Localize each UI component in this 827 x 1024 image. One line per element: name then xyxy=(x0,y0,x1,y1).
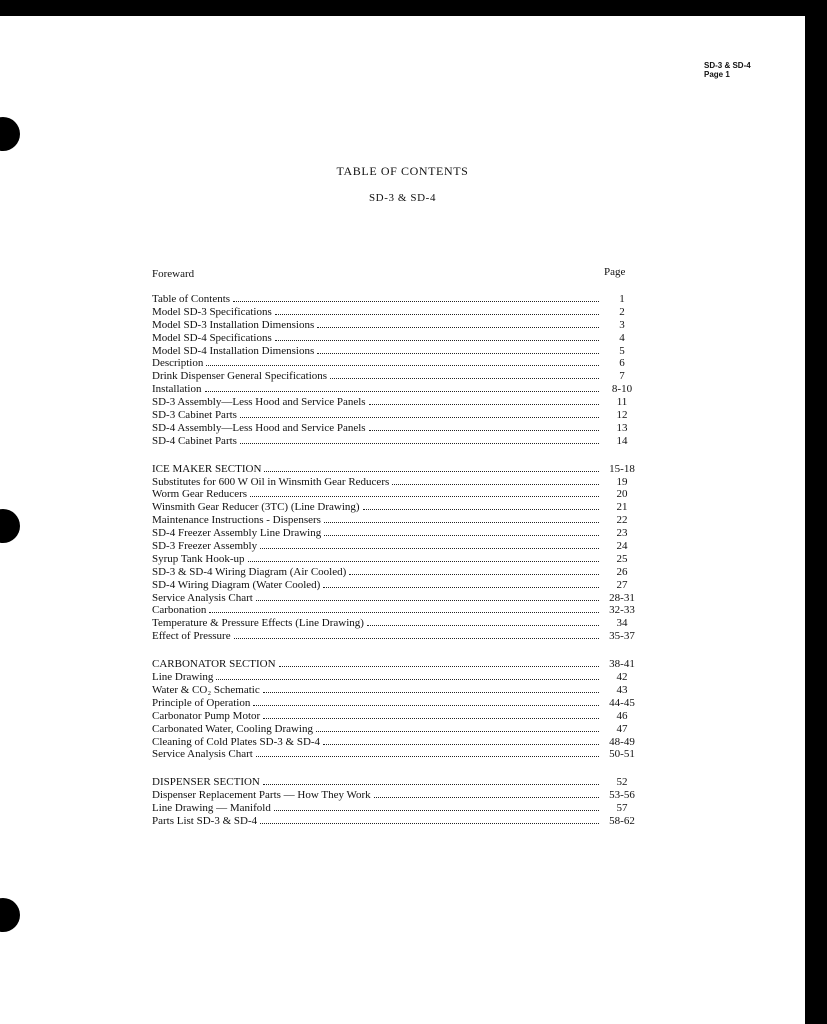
toc-entry xyxy=(152,527,642,540)
dot-leader xyxy=(263,710,599,719)
toc-entry-title: Table of Contents xyxy=(152,293,231,305)
dot-leader xyxy=(216,671,599,680)
dot-leader xyxy=(233,293,599,302)
toc-entry xyxy=(152,409,642,422)
dot-leader xyxy=(209,604,599,613)
toc-entry xyxy=(152,748,642,761)
toc-entry-page: 6 xyxy=(619,357,625,370)
dot-leader xyxy=(323,579,599,588)
dot-leader xyxy=(240,409,599,418)
dot-leader xyxy=(367,617,599,626)
toc-entry-page: 2 xyxy=(619,305,625,318)
dot-leader xyxy=(263,684,599,693)
toc-entry-title: SD-4 Wiring Diagram (Water Cooled) xyxy=(152,578,321,591)
dot-leader xyxy=(279,658,599,667)
page-title: TABLE OF CONTENTS xyxy=(336,164,469,178)
toc-entry-page: 3 xyxy=(619,318,625,331)
toc-entry-title: Carbonated Water, Cooling Drawing xyxy=(152,722,313,735)
dot-leader xyxy=(256,748,599,757)
dot-leader xyxy=(317,319,599,328)
toc-entry-title: Model SD-3 Installation Dimensions xyxy=(152,318,315,331)
toc-entry xyxy=(152,396,642,409)
dot-leader xyxy=(275,332,599,341)
toc-entry-page: 43 xyxy=(616,683,628,696)
toc-entry xyxy=(152,815,642,828)
toc-entry-title: SD-3 Cabinet Parts xyxy=(152,409,237,422)
toc-entry xyxy=(152,383,642,396)
dot-leader xyxy=(256,592,599,601)
dot-leader xyxy=(349,566,599,575)
dot-leader xyxy=(263,776,599,785)
dot-leader xyxy=(264,463,599,472)
toc-entry-title: Effect of Pressure xyxy=(152,630,231,643)
toc-entry-page: 26 xyxy=(616,565,628,578)
document-page xyxy=(0,16,805,1024)
toc-entry-title: SD-3 Freezer Assembly xyxy=(152,540,258,553)
page-column-header: Page xyxy=(604,266,626,278)
toc-entry xyxy=(152,514,642,527)
toc-group xyxy=(152,776,642,828)
dot-leader xyxy=(240,435,599,444)
dot-leader xyxy=(317,345,599,354)
toc-entry-title: Service Analysis Chart xyxy=(152,748,253,761)
toc-entry-page: 13 xyxy=(616,421,628,434)
toc-entry-title: Water & CO₂ Schematic xyxy=(152,683,260,696)
toc-entry-title: Dispenser Replacement Parts — How They Work xyxy=(152,789,371,802)
toc-entry-page: 52 xyxy=(616,776,628,789)
toc-entry xyxy=(152,357,642,370)
dot-leader xyxy=(234,630,599,639)
toc-entry-title: Model SD-3 Specifications xyxy=(152,305,272,318)
toc-group xyxy=(152,658,642,761)
toc-entry-page: 34 xyxy=(616,617,628,630)
toc-entry xyxy=(152,422,642,435)
toc-entry-page: 32-33 xyxy=(609,604,635,617)
toc-entry-page: 12 xyxy=(616,409,628,422)
toc-entry-title: Drink Dispenser General Specifications xyxy=(152,370,328,383)
dot-leader xyxy=(205,383,600,392)
toc-entry xyxy=(152,604,642,617)
toc-entry xyxy=(152,501,642,514)
toc-entry-page: 24 xyxy=(616,540,628,553)
page-subtitle: SD-3 & SD-4 xyxy=(368,192,437,204)
toc-entry-title: Line Drawing — Manifold xyxy=(152,802,271,815)
dot-leader xyxy=(369,396,599,405)
dot-leader xyxy=(324,514,599,523)
toc-entry xyxy=(152,710,642,723)
toc-entry-title: Maintenance Instructions - Dispensers xyxy=(152,514,321,527)
toc-entry-title: Cleaning of Cold Plates SD-3 & SD-4 xyxy=(152,735,321,748)
dot-leader xyxy=(253,697,599,706)
toc-entry-title: Substitutes for 600 W Oil in Winsmith Gear Reducers xyxy=(152,475,390,488)
toc-entry xyxy=(152,540,642,553)
dot-leader xyxy=(316,723,599,732)
toc-entry-page: 11 xyxy=(616,396,628,409)
toc-entry-title: Model SD-4 Installation Dimensions xyxy=(152,344,315,357)
toc-entry xyxy=(152,658,642,671)
dot-leader xyxy=(250,488,599,497)
dot-leader xyxy=(323,736,599,745)
toc-entry-page: 28-31 xyxy=(609,591,635,604)
toc-entry-title: Installation xyxy=(152,383,202,396)
dot-leader xyxy=(248,553,599,562)
toc-entry xyxy=(152,723,642,736)
toc-entry-title: Principle of Operation xyxy=(152,696,251,709)
toc-entry-page: 19 xyxy=(616,475,628,488)
dot-leader xyxy=(330,370,599,379)
toc-entry xyxy=(152,802,642,815)
dot-leader xyxy=(260,540,599,549)
toc-entry-page: 44-45 xyxy=(609,696,635,709)
toc-entry xyxy=(152,617,642,630)
toc-entry-page: 21 xyxy=(616,501,628,514)
toc-entry-title: Winsmith Gear Reducer (3TC) (Line Drawing) xyxy=(152,501,360,514)
toc-entry-page: 57 xyxy=(616,802,628,815)
toc-entry-title: SD-4 Cabinet Parts xyxy=(152,434,237,447)
toc-entry-page: 22 xyxy=(616,514,628,527)
dot-leader xyxy=(369,422,599,431)
table-of-contents xyxy=(152,293,642,843)
toc-entry-title: Model SD-4 Specifications xyxy=(152,331,272,344)
dot-leader xyxy=(206,357,599,366)
toc-entry-page: 5 xyxy=(619,344,625,357)
toc-entry-title: Carbonation xyxy=(152,604,207,617)
toc-entry xyxy=(152,319,642,332)
toc-entry xyxy=(152,566,642,579)
toc-entry-page: 42 xyxy=(616,671,628,684)
toc-entry-title: SD-4 Freezer Assembly Line Drawing xyxy=(152,527,322,540)
toc-entry-title: Service Analysis Chart xyxy=(152,591,253,604)
toc-entry-page: 20 xyxy=(616,488,628,501)
toc-entry xyxy=(152,370,642,383)
toc-entry-page: 48-49 xyxy=(609,735,635,748)
toc-entry xyxy=(152,553,642,566)
toc-entry-page: 38-41 xyxy=(609,658,635,671)
toc-entry xyxy=(152,293,642,306)
dot-leader xyxy=(275,306,599,315)
toc-entry-title: Syrup Tank Hook-up xyxy=(152,552,245,565)
toc-entry-page: 4 xyxy=(619,331,625,344)
toc-group xyxy=(152,293,642,448)
dot-leader xyxy=(374,789,599,798)
toc-entry-title: Temperature & Pressure Effects (Line Drawing) xyxy=(152,617,364,630)
dot-leader xyxy=(260,815,599,824)
toc-entry xyxy=(152,345,642,358)
toc-entry-title: CARBONATOR SECTION xyxy=(152,658,276,671)
toc-entry-page: 25 xyxy=(616,552,628,565)
toc-entry-page: 47 xyxy=(616,722,628,735)
toc-entry-title: ICE MAKER SECTION xyxy=(152,462,262,475)
toc-entry xyxy=(152,579,642,592)
toc-entry-page: 35-37 xyxy=(609,630,635,643)
binder-hole-top xyxy=(0,117,20,151)
toc-entry-page: 58-62 xyxy=(609,814,635,827)
toc-entry-page: 8-10 xyxy=(611,383,633,396)
toc-entry xyxy=(152,476,642,489)
toc-entry xyxy=(152,671,642,684)
toc-entry-title: Parts List SD-3 & SD-4 xyxy=(152,814,258,827)
toc-entry-page: 46 xyxy=(616,709,628,722)
toc-entry-title: Worm Gear Reducers xyxy=(152,488,248,501)
toc-entry-page: 1 xyxy=(619,293,625,305)
toc-entry xyxy=(152,684,642,697)
toc-entry-page: 50-51 xyxy=(609,748,635,761)
dot-leader xyxy=(392,476,599,485)
toc-entry xyxy=(152,463,642,476)
page-corner-label xyxy=(704,61,751,79)
toc-entry-title: SD-3 Assembly—Less Hood and Service Panels xyxy=(152,396,366,409)
binder-hole-middle xyxy=(0,509,20,543)
toc-entry xyxy=(152,697,642,710)
corner-model: SD-3 & SD-4 xyxy=(704,61,751,70)
toc-entry xyxy=(152,630,642,643)
corner-page-number: Page 1 xyxy=(704,70,730,79)
toc-entry xyxy=(152,776,642,789)
toc-entry xyxy=(152,736,642,749)
foreward-label: Foreward xyxy=(152,268,195,280)
toc-entry-page: 7 xyxy=(619,370,625,383)
toc-entry xyxy=(152,332,642,345)
toc-entry-page: 53-56 xyxy=(609,789,635,802)
toc-entry-title: Carbonator Pump Motor xyxy=(152,709,261,722)
toc-entry-title: Description xyxy=(152,357,204,370)
toc-entry-title: SD-3 & SD-4 Wiring Diagram (Air Cooled) xyxy=(152,565,347,578)
toc-entry xyxy=(152,789,642,802)
toc-entry-page: 15-18 xyxy=(609,462,635,475)
toc-entry-page: 23 xyxy=(616,527,628,540)
toc-entry xyxy=(152,488,642,501)
toc-group xyxy=(152,463,642,643)
dot-leader xyxy=(324,527,599,536)
toc-entry xyxy=(152,306,642,319)
toc-entry xyxy=(152,435,642,448)
toc-entry xyxy=(152,592,642,605)
toc-entry-title: Line Drawing xyxy=(152,671,214,684)
toc-entry-page: 14 xyxy=(616,434,628,447)
binder-hole-bottom xyxy=(0,898,20,932)
toc-entry-title: SD-4 Assembly—Less Hood and Service Panels xyxy=(152,421,366,434)
dot-leader xyxy=(363,501,599,510)
toc-entry-title: DISPENSER SECTION xyxy=(152,776,260,789)
toc-entry-page: 27 xyxy=(616,578,628,591)
dot-leader xyxy=(274,802,599,811)
